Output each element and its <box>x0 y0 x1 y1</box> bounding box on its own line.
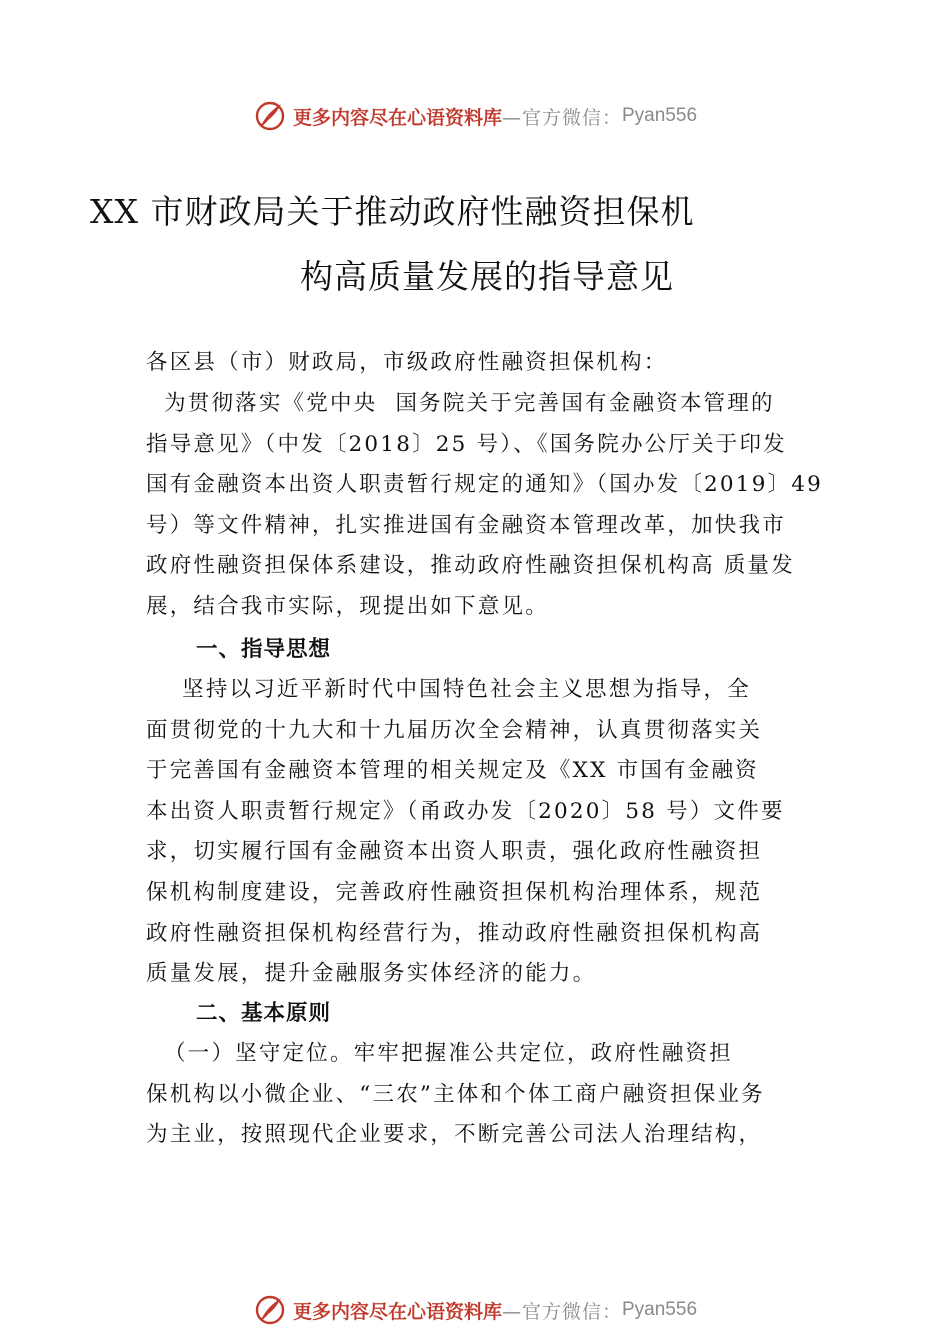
paragraph-line: 于完善国有金融资本管理的相关规定及《XX 市国有金融资 <box>146 758 759 784</box>
salutation <box>146 343 836 384</box>
brand-text: 更多内容尽在心语资料库 <box>292 106 502 129</box>
guiding-thought-paragraph <box>146 670 836 995</box>
feather-pen-logo-icon <box>253 1293 287 1327</box>
paragraph-line: 保机构以小微企业、“三农”主体和个体工商户融资担保业务 <box>146 1081 765 1107</box>
section-heading-guiding-thought: 一、指导思想 <box>196 637 332 662</box>
section-heading-basic-principles: 二、基本原则 <box>196 1001 332 1026</box>
intro-line: 国有金融资本出资人职责暂行规定的通知》（国办发〔2019〕49 <box>146 472 824 498</box>
intro-line: 展，结合我市实际，现提出如下意见。 <box>146 593 549 619</box>
intro-paragraph <box>146 384 836 628</box>
intro-line: 指导意见》（中发〔2018〕25 号）、《国务院办公厅关于印发 <box>146 431 787 457</box>
intro-line: 号）等文件精神，扎实推进国有金融资本管理改革，加快我市 <box>146 512 786 538</box>
feather-pen-logo-icon <box>253 99 287 133</box>
paragraph-line: 面贯彻党的十九大和十九届历次全会精神，认真贯彻落实关 <box>146 717 763 743</box>
document-title-line-2: 构高质量发展的指导意见 <box>300 257 674 296</box>
document-title-line-1: XX 市财政局关于推动政府性融资担保机 <box>90 192 695 231</box>
wechat-id: Pyan556 <box>622 105 698 126</box>
wechat-id: Pyan556 <box>622 1299 698 1320</box>
paragraph-line: 坚持以习近平新时代中国特色社会主义思想为指导，全 <box>146 677 751 702</box>
bottom-watermark-banner <box>0 1290 950 1330</box>
paragraph-line: 为主业，按照现代企业要求，不断完善公司法人治理结构， <box>146 1122 763 1148</box>
paragraph-line: （一）坚守定位。牢牢把握准公共定位，政府性融资担 <box>146 1041 733 1066</box>
paragraph-line: 保机构制度建设，完善政府性融资担保机构治理体系，规范 <box>146 879 763 905</box>
top-watermark-banner <box>0 96 950 136</box>
official-wechat-label: —官方微信： <box>501 106 622 129</box>
paragraph-line: 质量发展，提升金融服务实体经济的能力。 <box>146 961 597 987</box>
intro-line: 为贯彻落实《党中央 国务院关于完善国有金融资本管理的 <box>146 391 775 416</box>
intro-line: 政府性融资担保体系建设，推动政府性融资担保机构高 质量发 <box>146 553 795 579</box>
paragraph-line: 政府性融资担保机构经营行为，推动政府性融资担保机构高 <box>146 920 763 946</box>
salutation-line: 各区县（市）财政局，市级政府性融资担保机构： <box>146 350 668 375</box>
official-wechat-label: —官方微信： <box>501 1300 622 1323</box>
basic-principles-paragraph <box>146 1034 836 1156</box>
brand-text: 更多内容尽在心语资料库 <box>292 1300 502 1323</box>
paragraph-line: 求，切实履行国有金融资本出资人职责，强化政府性融资担 <box>146 839 763 865</box>
paragraph-line: 本出资人职责暂行规定》（甬政办发〔2020〕58 号）文件要 <box>146 798 785 824</box>
